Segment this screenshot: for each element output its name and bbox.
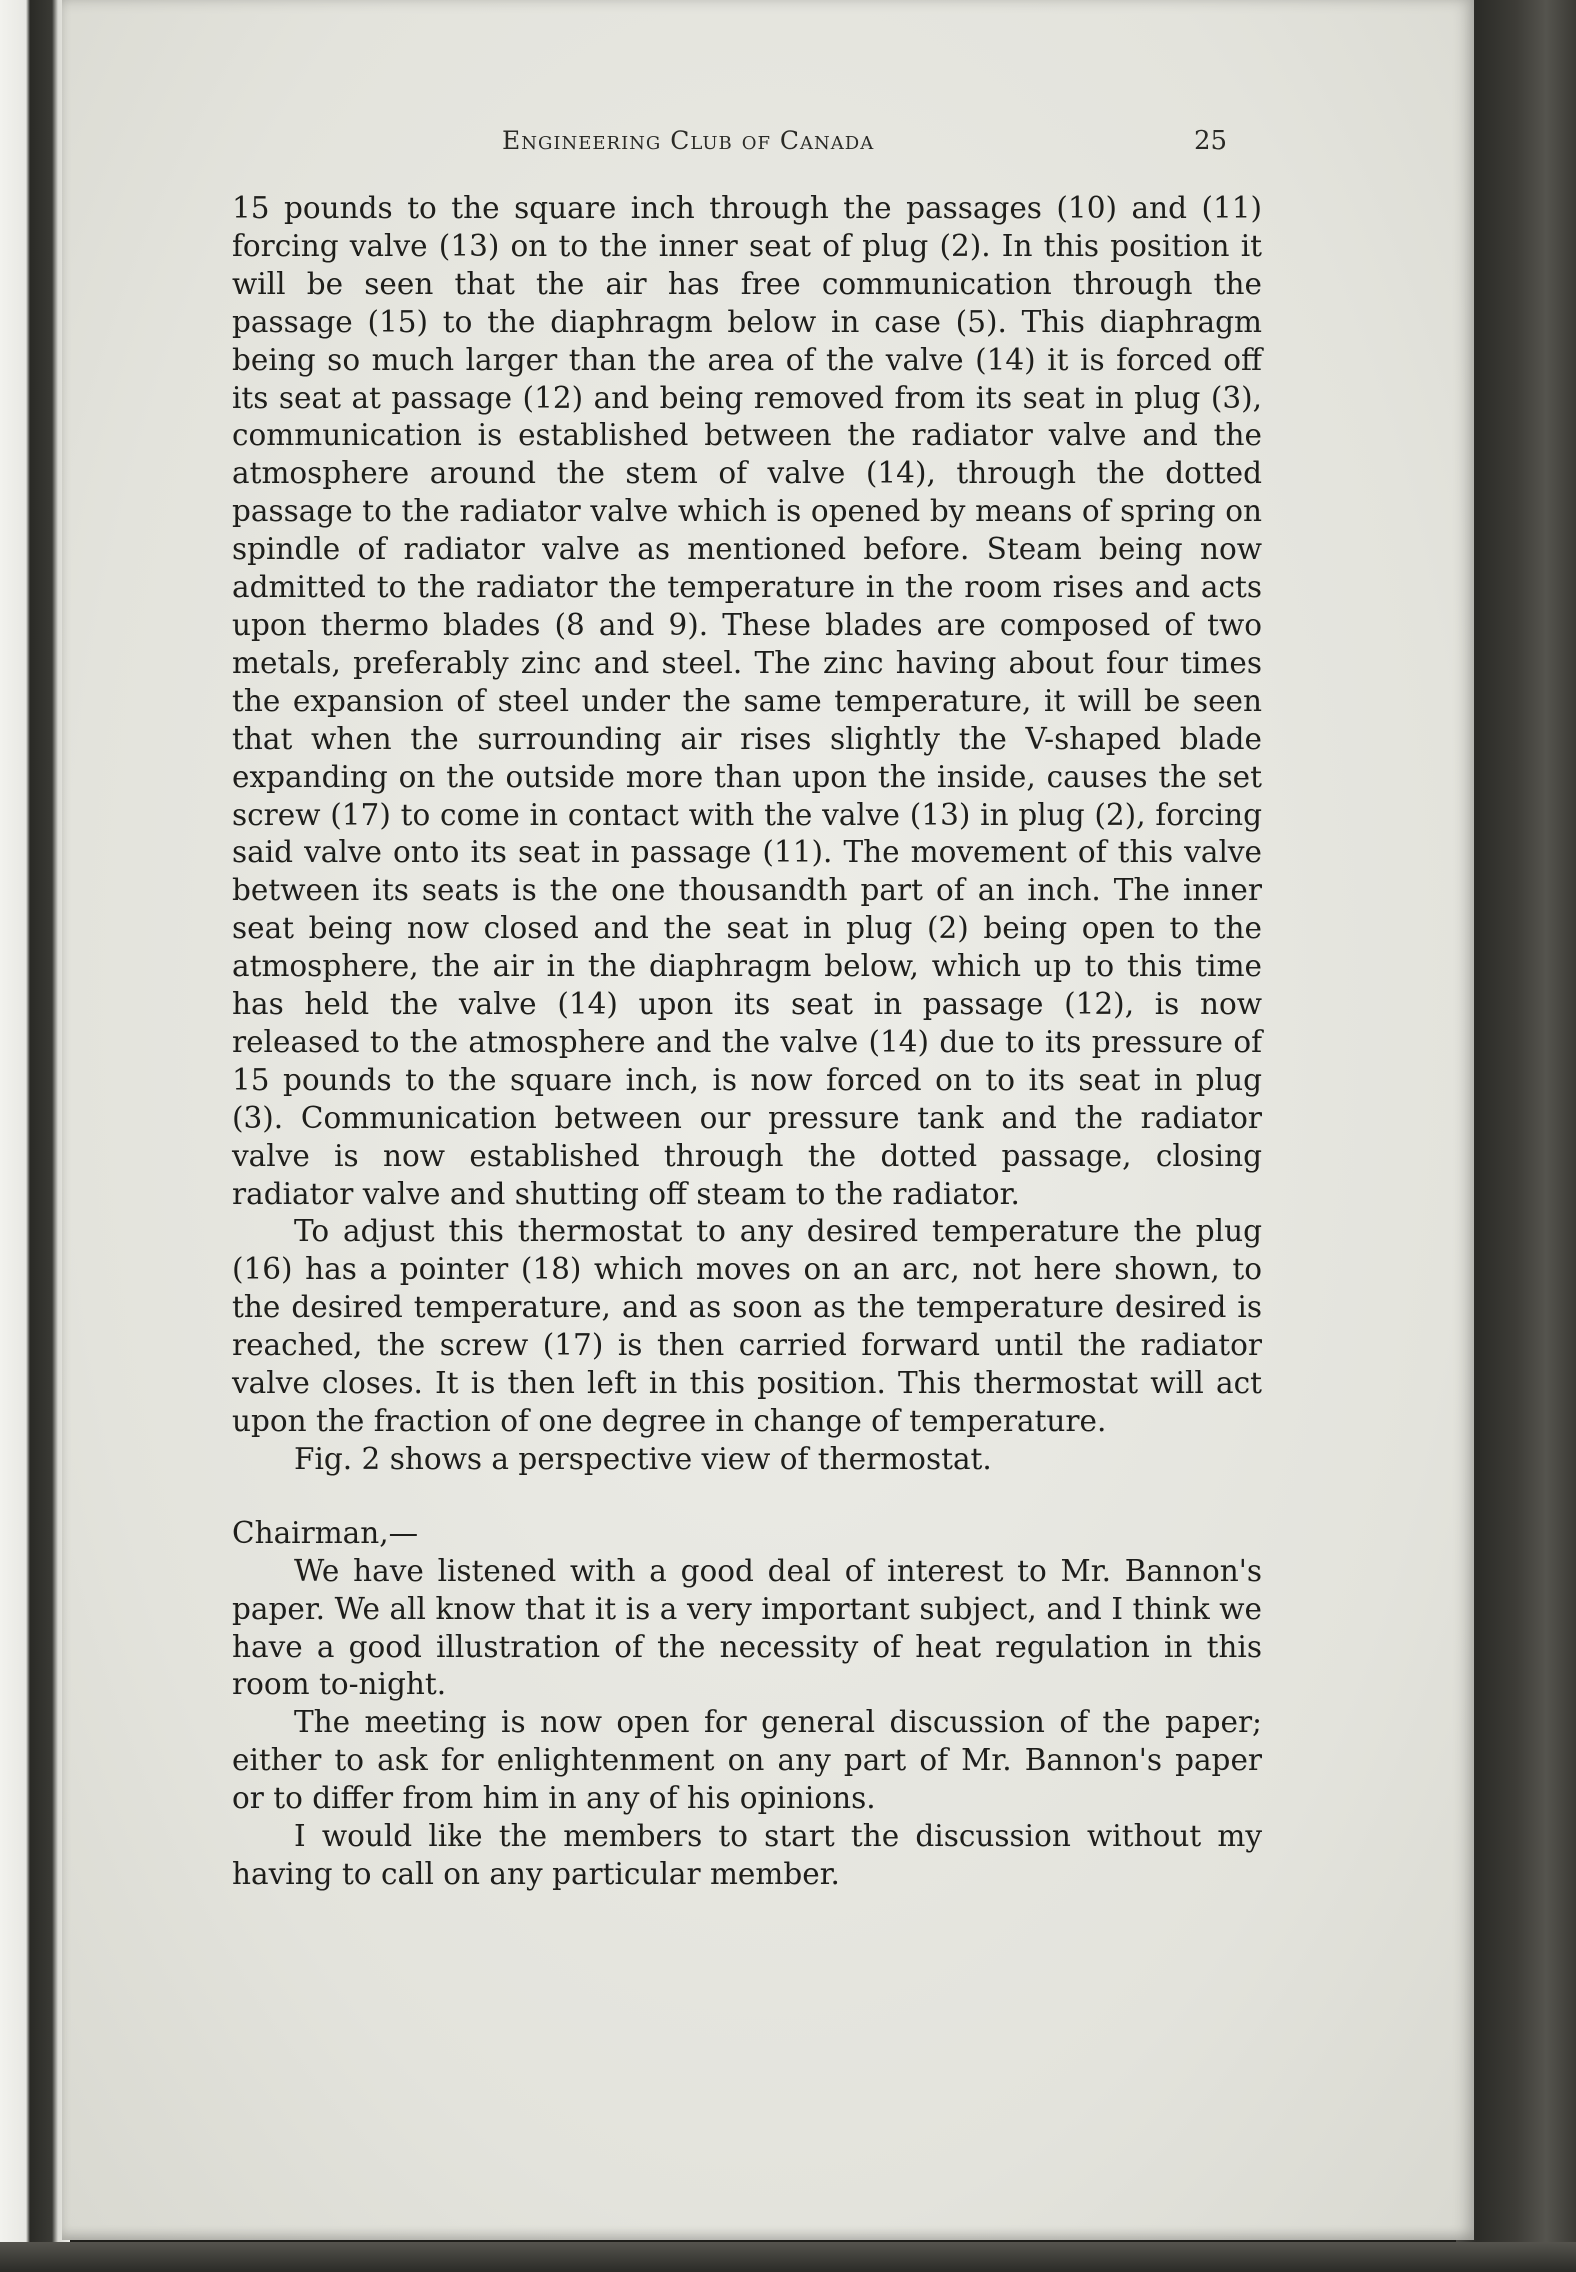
paragraph-adjust-thermostat: To adjust this thermostat to any desired temperature the plug (16) has a pointer (18) which moves on an arc, not here shown, to the desired temperature, and as soon as the temperature desired is reached, the screw (17) is then carried forward until the radiator valve closes. It is then left in this position. This thermostat will act upon the fraction of one degree in change of temperature. bbox=[232, 1214, 1262, 1438]
scan-bottom-edge bbox=[0, 2242, 1576, 2272]
book-binding bbox=[1456, 0, 1576, 2272]
scan-left-edge bbox=[0, 0, 70, 2272]
paragraph-open-discussion: The meeting is now open for general discussion of the paper; either to ask for enlightenment on any part of Mr. Bannon's paper or to differ from him in any of his opinions. bbox=[232, 1705, 1262, 1816]
paragraph-fig-reference: Fig. 2 shows a perspective view of thermostat. bbox=[294, 1441, 992, 1476]
paragraph-start-discussion: I would like the members to start the discussion without my having to call on any particular member. bbox=[232, 1819, 1262, 1891]
paragraph-chairman-remarks: We have listened with a good deal of interest to Mr. Bannon's paper. We all know that it is a very important subject, and I think we have a good illustration of the necessity of heat regulation in this room to-night. bbox=[232, 1553, 1262, 1702]
page-body bbox=[232, 190, 1262, 1894]
speaker-label: Chairman,— bbox=[232, 1515, 419, 1550]
section-gap bbox=[232, 1479, 1262, 1515]
paragraph-continued: 15 pounds to the square inch through the passages (10) and (11) forcing valve (13) on to the inner seat of plug (2). In this position it will be seen that the air has free communication through the passage (15) to the diaphragm below in case (5). This diaphragm being so much larger than the area of the valve (14) it is forced off its seat at passage (12) and being removed from its seat in plug (3), communication is established between the radiator valve and the atmosphere around the stem of valve (14), through the dotted passage to the radiator valve which is opened by means of spring on spindle of radiator valve as mentioned before. Steam being now admitted to the radiator the temperature in the room rises and acts upon thermo blades (8 and 9). These blades are composed of two metals, preferably zinc and steel. The zinc having about four times the expansion of steel under the same temperature, it will be seen that when the surrounding air rises slightly the V-shaped blade expanding on the outside more than upon the inside, causes the set screw (17) to come in contact with the valve (13) in plug (2), forcing said valve onto its seat in passage (11). The movement of this valve between its seats is the one thousandth part of an inch. The inner seat being now closed and the seat in plug (2) being open to the atmosphere, the air in the diaphragm below, which up to this time has held the valve (14) upon its seat in passage (12), is now released to the atmosphere and the valve (14) due to its pressure of 15 pounds to the square inch, is now forced on to its seat in plug (3). Communication between our pressure tank and the radiator valve is now established through the dotted passage, closing radiator valve and shutting off steam to the radiator. bbox=[232, 191, 1262, 1211]
page-number: 25 bbox=[1194, 126, 1228, 156]
book-page bbox=[62, 0, 1474, 2240]
page-header bbox=[62, 126, 1474, 166]
running-head: Engineering Club of Canada bbox=[502, 126, 875, 155]
